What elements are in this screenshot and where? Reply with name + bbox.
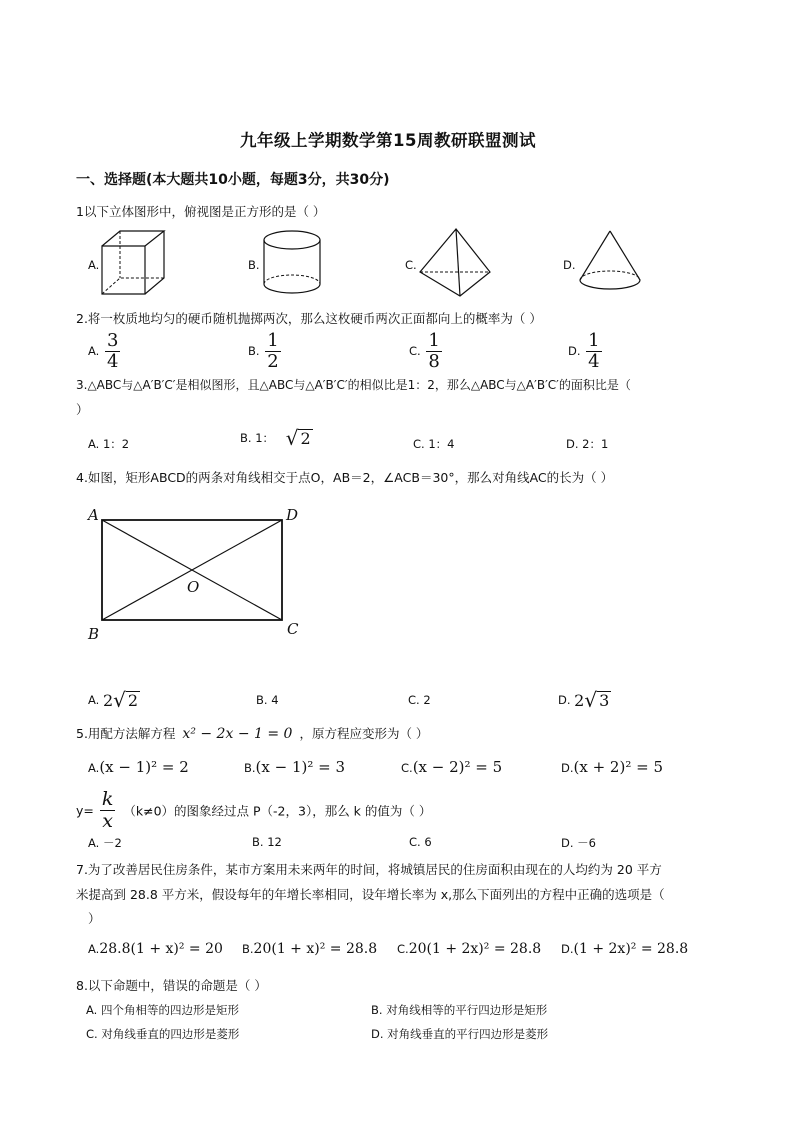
expression: 20(1 + x)² = 28.8 [253, 941, 378, 957]
vertex-a: A [88, 506, 99, 524]
question-5-stem-pre: 5.用配方法解方程 [76, 726, 176, 741]
q4-option-d-label: D. [558, 693, 571, 707]
question-3-stem-line1: 3.△ABC与△A′B′C′是相似图形，且△ABC与△A′B′C′的相似比是1：2，那么△ABC与△A′B′C′的面积比是（ [76, 378, 631, 392]
q6-option-a: A. －2 [88, 836, 122, 850]
q2-option-b [248, 332, 281, 371]
q3-option-c: C. 1：4 [413, 437, 455, 451]
q1-option-d-label: D. [563, 258, 576, 272]
coefficient: 2 [574, 691, 585, 710]
q6-option-d: D. －6 [561, 836, 596, 850]
q1-option-c-label: C. [405, 258, 417, 272]
radical-expression: 2 √ 2 [102, 688, 139, 712]
denominator: 4 [588, 351, 600, 372]
section-heading: 一、选择题(本大题共10小题，每题3分，共30分) [76, 172, 390, 188]
cube-figure [100, 228, 170, 300]
question-6-stem-pre: y= [76, 803, 94, 818]
q4-option-a [88, 690, 140, 710]
q2-option-d-label: D. [568, 344, 581, 358]
q5-option-b [244, 758, 345, 776]
radicand: 2 [300, 429, 311, 449]
q4-option-b: B. 4 [256, 693, 279, 707]
question-6-stem [76, 790, 431, 831]
expression: (x − 2)² = 5 [412, 758, 503, 776]
q3-option-b-label: B. 1： [240, 431, 275, 445]
denominator: 4 [106, 351, 119, 372]
q5-option-d [561, 758, 663, 776]
q2-option-c [409, 332, 442, 371]
vertex-b: B [88, 625, 100, 643]
q6-option-b: B. 12 [252, 835, 282, 849]
q5-option-b-label: B. [244, 761, 256, 775]
q6-option-c: C. 6 [409, 835, 432, 849]
q7-option-c-label: C. [397, 942, 409, 956]
q4-option-d [558, 690, 611, 710]
coefficient: 2 [102, 691, 114, 710]
q3-option-a: A. 1：2 [88, 437, 130, 451]
q2-option-c-label: C. [409, 344, 421, 358]
q5-option-c-label: C. [401, 761, 413, 775]
q7-option-b [242, 941, 377, 957]
expression: (x − 1)² = 3 [255, 758, 346, 776]
page-title: 九年级上学期数学第15周教研联盟测试 [240, 131, 536, 150]
center-o: O [187, 578, 200, 596]
q7-option-a-label: A. [88, 942, 100, 956]
fraction [105, 332, 120, 371]
square-root: √ 2 [285, 426, 311, 450]
q8-option-a: A. 四个角相等的四边形是矩形 [86, 1003, 239, 1017]
q3-option-d: D. 2：1 [566, 437, 609, 451]
q2-option-b-label: B. [248, 344, 260, 358]
question-7-line1: 7.为了改善居民住房条件，某市方案用未来两年的时间，将城镇居民的住房面积由现在的人均约为 20 平方 [76, 862, 662, 877]
question-6-stem-post: （k≠0）的图象经过点 P（-2，3），那么 k 的值为（ ） [123, 803, 432, 819]
vertex-d: D [286, 506, 299, 524]
q8-option-c: C. 对角线垂直的四边形是菱形 [86, 1027, 240, 1041]
fraction [586, 332, 601, 371]
q7-option-c [397, 941, 541, 957]
vertex-c: C [287, 620, 299, 638]
q2-option-d [568, 332, 602, 371]
q4-option-c: C. 2 [408, 693, 431, 707]
q7-option-d [561, 941, 688, 957]
question-8-stem: 8.以下命题中，错误的命题是（ ） [76, 978, 267, 993]
expression: 20(1 + 2x)² = 28.8 [408, 941, 542, 957]
numerator: k [101, 788, 114, 810]
denominator: 2 [267, 351, 279, 372]
radicand: 3 [599, 691, 610, 711]
question-4-stem: 4.如图，矩形ABCD的两条对角线相交于点O，AB＝2，∠ACB＝30°，那么对角线AC的长为（ ） [76, 470, 614, 485]
q4-option-a-label: A. [88, 693, 100, 707]
q8-option-d: D. 对角线垂直的平行四边形是菱形 [371, 1027, 549, 1041]
question-3-stem-line2: ） [76, 402, 89, 417]
numerator: 1 [267, 330, 279, 351]
expression: (1 + 2x)² = 28.8 [573, 941, 689, 957]
q3-option-b [240, 428, 313, 448]
q7-option-a [88, 941, 223, 957]
question-7-line3: ） [88, 911, 101, 926]
numerator: 1 [588, 330, 600, 351]
fraction [100, 790, 116, 831]
denominator: x [102, 810, 113, 832]
question-1-stem: 1以下立体图形中，俯视图是正方形的是（ ） [76, 204, 326, 219]
denominator: 8 [428, 351, 440, 372]
q7-option-d-label: D. [561, 942, 574, 956]
expression: (x + 2)² = 5 [573, 758, 663, 776]
fraction [265, 332, 280, 371]
q1-option-b-label: B. [248, 258, 260, 272]
rectangle-figure [84, 500, 314, 650]
q5-option-a [88, 758, 189, 776]
q5-option-c [401, 758, 502, 776]
q2-option-a-label: A. [88, 344, 100, 358]
q5-option-a-label: A. [88, 761, 100, 775]
equation: x² − 2x − 1 = 0 [182, 726, 293, 742]
question-2-stem: 2.将一枚质地均匀的硬币随机抛掷两次，那么这枚硬币两次正面都向上的概率为（ ） [76, 311, 542, 326]
q5-option-d-label: D. [561, 761, 574, 775]
radicand: 2 [127, 691, 139, 711]
expression: (x − 1)² = 2 [99, 758, 189, 776]
cylinder-figure [262, 228, 328, 300]
q8-option-b: B. 对角线相等的平行四边形是矩形 [371, 1003, 548, 1017]
pyramid-figure [418, 226, 494, 300]
numerator: 3 [106, 330, 119, 351]
q2-option-a [88, 332, 120, 371]
numerator: 1 [428, 330, 440, 351]
fraction [426, 332, 441, 371]
expression: 28.8(1 + x)² = 20 [99, 941, 223, 957]
radical-expression: 2 √ 3 [574, 688, 610, 712]
question-7-line2: 米提高到 28.8 平方米，假设每年的年增长率相同，设年增长率为 x,那么下面列出的方程中正确的选项是（ [76, 887, 665, 902]
question-5-stem-post: ，原方程应变形为（ ） [299, 726, 429, 741]
question-5-stem [76, 724, 428, 742]
cone-figure [578, 228, 642, 300]
q1-option-a-label: A. [88, 258, 100, 272]
q7-option-b-label: B. [242, 942, 254, 956]
